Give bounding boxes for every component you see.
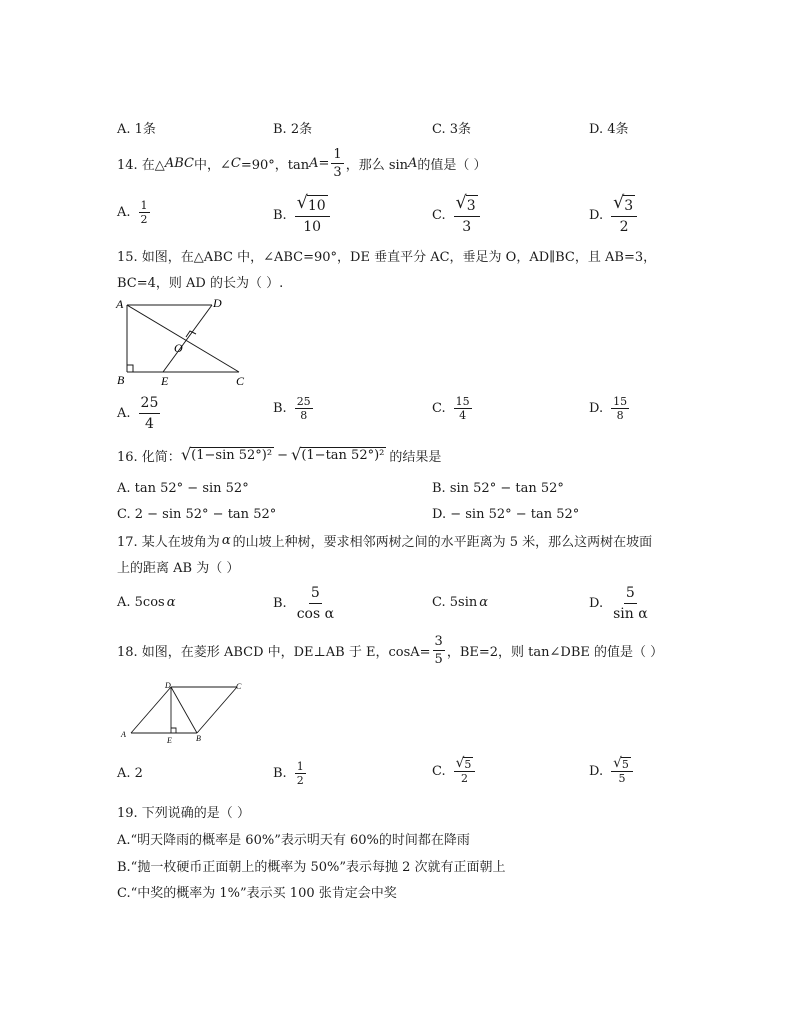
q17-stem-line2: 上的距离 AB 为（ ）: [117, 561, 240, 576]
q15-option-c: C. $\frac{15}{4}$: [432, 395, 470, 422]
q15-option-d: D. $\frac{15}{8}$: [589, 395, 628, 422]
q17-option-b: B. $\frac{5}{\text{cos α}}$: [273, 585, 335, 622]
q16-stem: 16. 化简： √ (1−sin 52°)² − √ (1−tan 52°)² 的结果是: [117, 445, 442, 465]
q15-option-b: B. $\frac{25}{8}$: [273, 395, 311, 422]
q15-label-d: D: [213, 296, 222, 310]
q15-label-o: O: [174, 341, 183, 355]
q18-figure: [120, 680, 250, 746]
q19-option-b: B.“抛一枚硬币正面朝上的概率为 50%”表示每抛 2 次就有正面朝上: [117, 860, 506, 875]
q16-radical-1: √ (1−sin 52°)²: [180, 445, 273, 465]
q18-label-c: C: [236, 682, 242, 691]
q16-option-b: B. sin 52° − tan 52°: [432, 481, 564, 496]
q13-option-d: D. 4条: [589, 122, 629, 137]
q18-option-d: D. √ 5 5: [589, 757, 635, 785]
q15-label-e: E: [161, 374, 169, 386]
q18-label-e: E: [167, 736, 172, 745]
q15-option-a: A. $\frac{25}{4}$: [117, 395, 159, 432]
q18-option-a: A. 2: [117, 766, 143, 781]
q13-option-b: B. 2条: [273, 122, 313, 137]
q16-option-c: C. 2 − sin 52° − tan 52°: [117, 507, 277, 522]
q17-option-d: D. $\frac{5}{\text{sin α}}$: [589, 585, 648, 622]
q17-option-a: A. 5cos α: [117, 595, 176, 610]
q18-option-b: B. $\frac{1}{2}$: [273, 760, 304, 787]
q14-option-d: D. √ 3 2: [589, 194, 639, 237]
q15-figure: [112, 294, 252, 386]
q14-fraction: $\frac{1}{3}$: [333, 147, 342, 180]
q19-option-c: C.“中奖的概率为 1%”表示买 100 张肯定会中奖: [117, 886, 397, 901]
q18-stem: 18. 如图，在菱形 ABCD 中，DE⊥AB 于 E，cosA= $\frac{3}{5}$ ，BE=2，则 tan∠DBE 的值是（ ）: [117, 634, 664, 667]
q17-stem-line1: 17. 某人在坡角为 α 的山坡上种树，要求相邻两树之间的水平距离为 5 米，那么这两树在坡面: [117, 533, 653, 550]
q16-radical-2: √ (1−tan 52°)²: [290, 445, 385, 465]
q14-option-a: A. $\frac{1}{2}$: [117, 199, 148, 226]
q19-stem: 19. 下列说确的是（ ）: [117, 806, 250, 821]
q18-option-c: C. √ 5 2: [432, 757, 477, 785]
q13-option-a: A. 1条: [117, 122, 156, 137]
q15-label-a: A: [116, 297, 124, 311]
q19-option-a: A.“明天降雨的概率是 60%”表示明天有 60%的时间都在降雨: [117, 833, 470, 848]
q14-stem: 14. 在△ ABC 中，∠ C =90°，tan A = $\frac{1}{3}$ ，那么 sin A 的值是（ ）: [117, 147, 487, 180]
q14-option-b: B. √ 10 10: [273, 194, 332, 237]
q16-option-a: A. tan 52° − sin 52°: [117, 481, 249, 496]
q18-fraction: $\frac{3}{5}$: [434, 634, 443, 667]
q18-label-b: B: [196, 734, 201, 743]
q15-stem-line2: BC=4，则 AD 的长为（ ）.: [117, 276, 284, 291]
q14-option-c: C. √ 3 3: [432, 194, 482, 237]
q17-option-c: C. 5sin α: [432, 595, 489, 610]
q18-label-d: D: [165, 681, 171, 690]
q13-option-c: C. 3条: [432, 122, 472, 137]
q16-option-d: D. − sin 52° − tan 52°: [432, 507, 580, 522]
q18-label-a: A: [121, 730, 126, 739]
q15-label-b: B: [117, 373, 125, 386]
q15-stem-line1: 15. 如图，在△ABC 中，∠ABC=90°，DE 垂直平分 AC，垂足为 O，AD∥BC，且 AB=3，: [117, 250, 657, 265]
q15-label-c: C: [236, 374, 245, 386]
